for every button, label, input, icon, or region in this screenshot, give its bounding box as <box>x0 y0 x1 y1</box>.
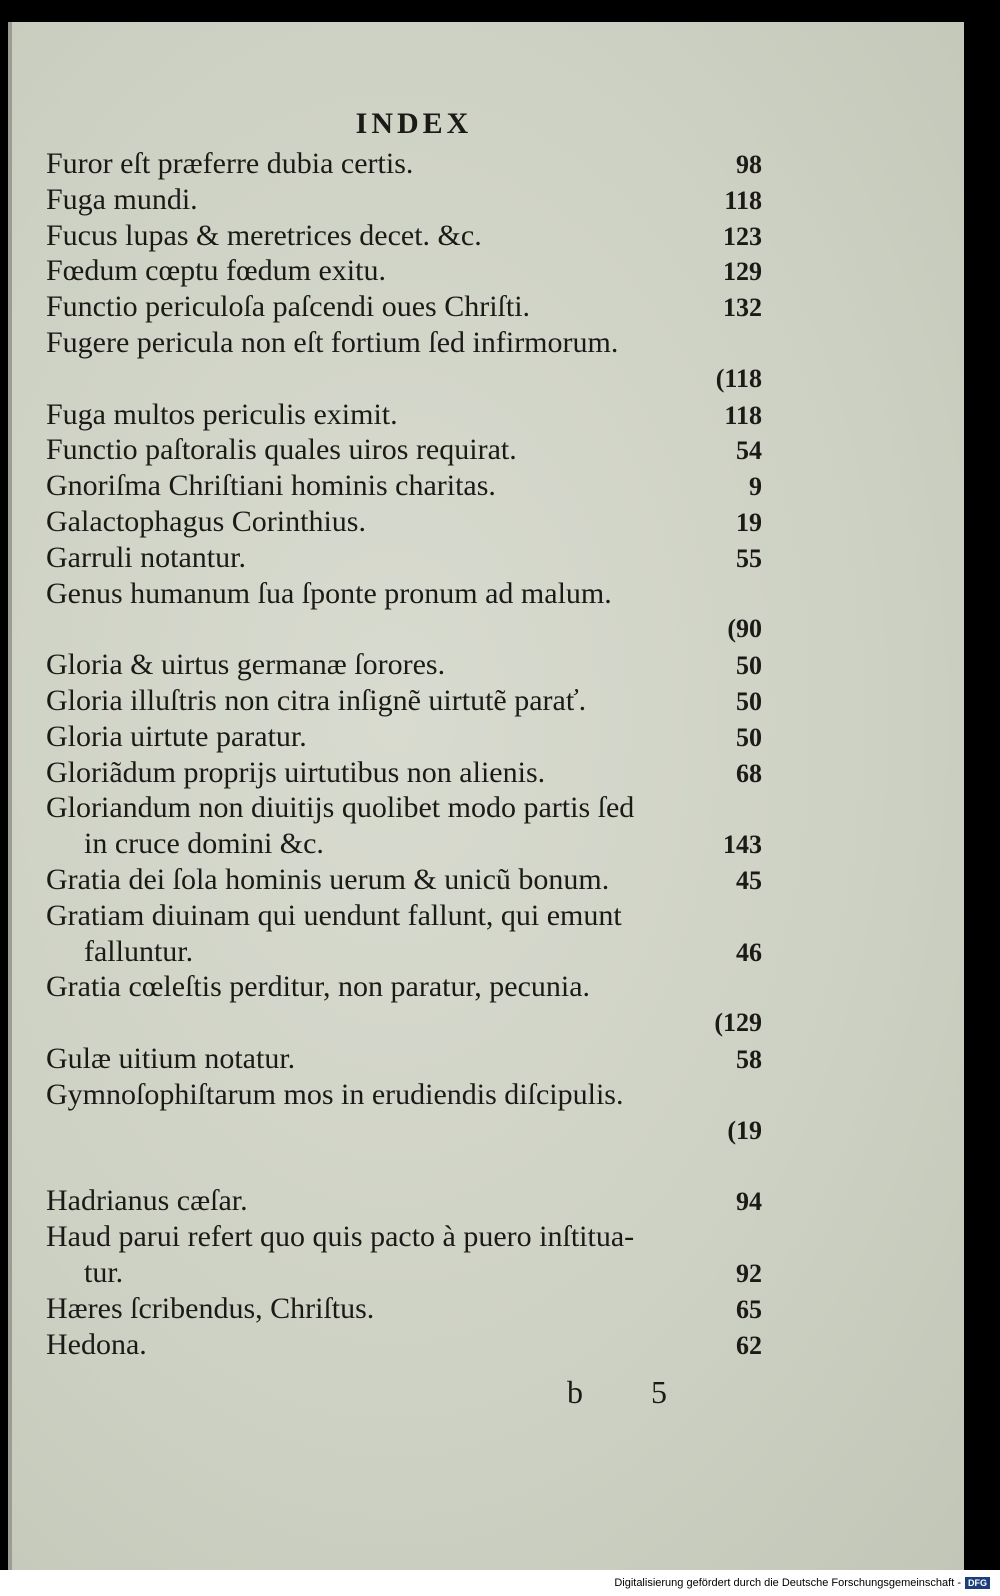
entry-page-number: 65 <box>736 1294 762 1324</box>
entry-text: Hæres ſcribendus, Chriſtus. <box>46 1291 375 1325</box>
entry-text: Gnoriſma Chriſtiani hominis charitas. <box>46 469 496 503</box>
entry-text: tur. <box>84 1255 124 1289</box>
entry-text: Gloriãdum proprijs uirtutibus non alienis. <box>46 755 546 789</box>
entry-page-number: 94 <box>736 1187 762 1217</box>
index-entry-line <box>46 182 762 218</box>
index-entry-line <box>46 611 762 647</box>
entry-text: Fuga multos periculis eximit. <box>46 397 398 431</box>
index-entry-line <box>46 1077 762 1113</box>
index-entry-line <box>46 218 762 254</box>
index-entry <box>46 862 762 898</box>
index-entry-line <box>46 1255 762 1291</box>
index-entry <box>46 969 762 1041</box>
entry-text: Gloria illuſtris non citra inſignẽ uirtutẽ parať. <box>46 683 587 717</box>
entry-text: Galactophagus Corinthius. <box>46 504 366 538</box>
running-head: INDEX <box>355 107 473 140</box>
entry-page-number: 19 <box>736 507 762 537</box>
index-entry-line <box>46 146 762 182</box>
index-entry <box>46 253 762 289</box>
entry-page-number: 118 <box>724 400 762 430</box>
index-entry-line <box>46 719 762 755</box>
index-entry-line <box>46 1183 762 1219</box>
index-entry-line <box>46 755 762 791</box>
index-entry-line <box>46 1113 762 1149</box>
index-entry <box>46 647 762 683</box>
entry-text: Functio paſtoralis quales uiros requirat. <box>46 433 517 467</box>
index-entry-line <box>46 504 762 540</box>
entry-page-number: 9 <box>749 472 762 502</box>
entry-page-number: (129 <box>714 1008 762 1038</box>
entry-text: Gulæ uitium notatur. <box>46 1041 296 1075</box>
index-entry-line <box>46 1041 762 1077</box>
index-entry-line <box>46 432 762 468</box>
index-entry <box>46 1041 762 1077</box>
entry-text: Fucus lupas & meretrices decet. &c. <box>46 218 482 252</box>
index-entry-line <box>46 1005 762 1041</box>
entry-page-number: 58 <box>736 1044 762 1074</box>
entry-page-number: 50 <box>736 722 762 752</box>
entry-text: Functio periculoſa paſcendi oues Chriſti. <box>46 290 531 324</box>
entry-text: Gymnoſophiſtarum mos in erudiendis diſcipulis. <box>46 1077 624 1111</box>
index-entry-line <box>46 826 762 862</box>
entry-text: Gloria uirtute paratur. <box>46 719 307 753</box>
entry-page-number: 118 <box>724 185 762 215</box>
index-entry-line <box>46 253 762 289</box>
entry-page-number: 98 <box>736 150 762 179</box>
index-entry <box>46 755 762 791</box>
index-entry-line <box>46 540 762 576</box>
entry-text: Hadrianus cæſar. <box>46 1184 248 1218</box>
entry-page-number: (118 <box>715 363 762 393</box>
index-entry <box>46 182 762 218</box>
signature-mark: b 5 <box>567 1374 697 1410</box>
index-entry-line <box>46 969 762 1005</box>
entry-text: Gloriandum non diuitijs quolibet modo partis ſed <box>46 791 635 825</box>
index-entry-line <box>46 1219 762 1255</box>
index-entry <box>46 504 762 540</box>
entry-page-number: 68 <box>736 758 762 788</box>
footer-credit: Digitalisierung gefördert durch die Deutsche Forschungsgemeinschaft - <box>614 1577 961 1589</box>
index-entry <box>46 1219 762 1291</box>
index-entry-line <box>46 683 762 719</box>
entry-page-number: (90 <box>727 614 762 644</box>
entry-page-number: 50 <box>736 686 762 716</box>
index-entry-line <box>46 325 762 361</box>
index-entry <box>46 289 762 325</box>
entry-text: Furor eſt præferre dubia certis. <box>46 147 414 180</box>
index-entry-line <box>46 862 762 898</box>
entry-text: Hedona. <box>46 1327 147 1361</box>
entry-text: Haud parui refert quo quis pacto à puero inſtitua- <box>46 1220 635 1254</box>
index-entry <box>46 397 762 433</box>
index-entry <box>46 540 762 576</box>
entry-text: falluntur. <box>84 934 194 968</box>
entry-text: Fugere pericula non eſt fortium ſed infirmorum. <box>46 325 619 359</box>
entry-page-number: 92 <box>736 1258 762 1288</box>
index-entry <box>46 719 762 755</box>
index-entry <box>46 468 762 504</box>
entry-text: Garruli notantur. <box>46 540 246 574</box>
index-entry <box>46 1077 762 1149</box>
index-entry <box>46 432 762 468</box>
entry-text: Gratia cœleſtis perditur, non paratur, pecunia. <box>46 970 591 1004</box>
index-entry-line <box>46 898 762 934</box>
index-entry-line <box>46 647 762 683</box>
index-entry <box>46 1291 762 1327</box>
entry-page-number: 143 <box>723 830 762 860</box>
index-entry <box>46 146 762 182</box>
entry-page-number: 50 <box>736 651 762 681</box>
dfg-logo: DFG <box>965 1577 990 1589</box>
index-page-content <box>46 102 762 1362</box>
book-page <box>8 22 964 1570</box>
index-entry <box>46 790 762 862</box>
entry-text: Gloria & uirtus germanæ ſorores. <box>46 648 446 682</box>
entry-text: Genus humanum ſua ſponte pronum ad malum. <box>46 576 612 610</box>
index-entries <box>46 146 762 1362</box>
index-entry-line <box>46 934 762 970</box>
index-entry-line <box>46 1327 762 1363</box>
digitization-footer <box>0 1570 1000 1596</box>
entry-text: Gratia dei ſola hominis uerum & unicũ bonum. <box>46 862 610 896</box>
entry-text: Fœdum cœptu fœdum exitu. <box>46 254 386 288</box>
index-entry-line <box>46 576 762 612</box>
entry-page-number: 54 <box>736 436 762 466</box>
entry-page-number: 129 <box>723 257 762 287</box>
index-entry-line <box>46 790 762 826</box>
index-entry-line <box>46 468 762 504</box>
entry-text: in cruce domini &c. <box>84 827 324 861</box>
entry-page-number: 55 <box>736 543 762 573</box>
index-entry-line <box>46 289 762 325</box>
index-entry <box>46 898 762 970</box>
index-entry-line <box>46 397 762 433</box>
section-gap <box>46 1148 762 1183</box>
index-entry <box>46 325 762 397</box>
index-entry <box>46 683 762 719</box>
entry-text: Gratiam diuinam qui uendunt fallunt, qui emunt <box>46 898 622 932</box>
index-entry <box>46 1327 762 1363</box>
index-entry <box>46 218 762 254</box>
entry-page-number: (19 <box>727 1115 762 1145</box>
entry-page-number: 123 <box>723 221 762 251</box>
entry-text: Fuga mundi. <box>46 182 198 216</box>
index-entry-line <box>46 1291 762 1327</box>
index-entry <box>46 576 762 648</box>
entry-page-number: 45 <box>736 865 762 895</box>
index-entry <box>46 1183 762 1219</box>
index-entry-line <box>46 361 762 397</box>
entry-page-number: 46 <box>736 937 762 967</box>
entry-page-number: 62 <box>736 1330 762 1360</box>
entry-page-number: 132 <box>723 293 762 323</box>
